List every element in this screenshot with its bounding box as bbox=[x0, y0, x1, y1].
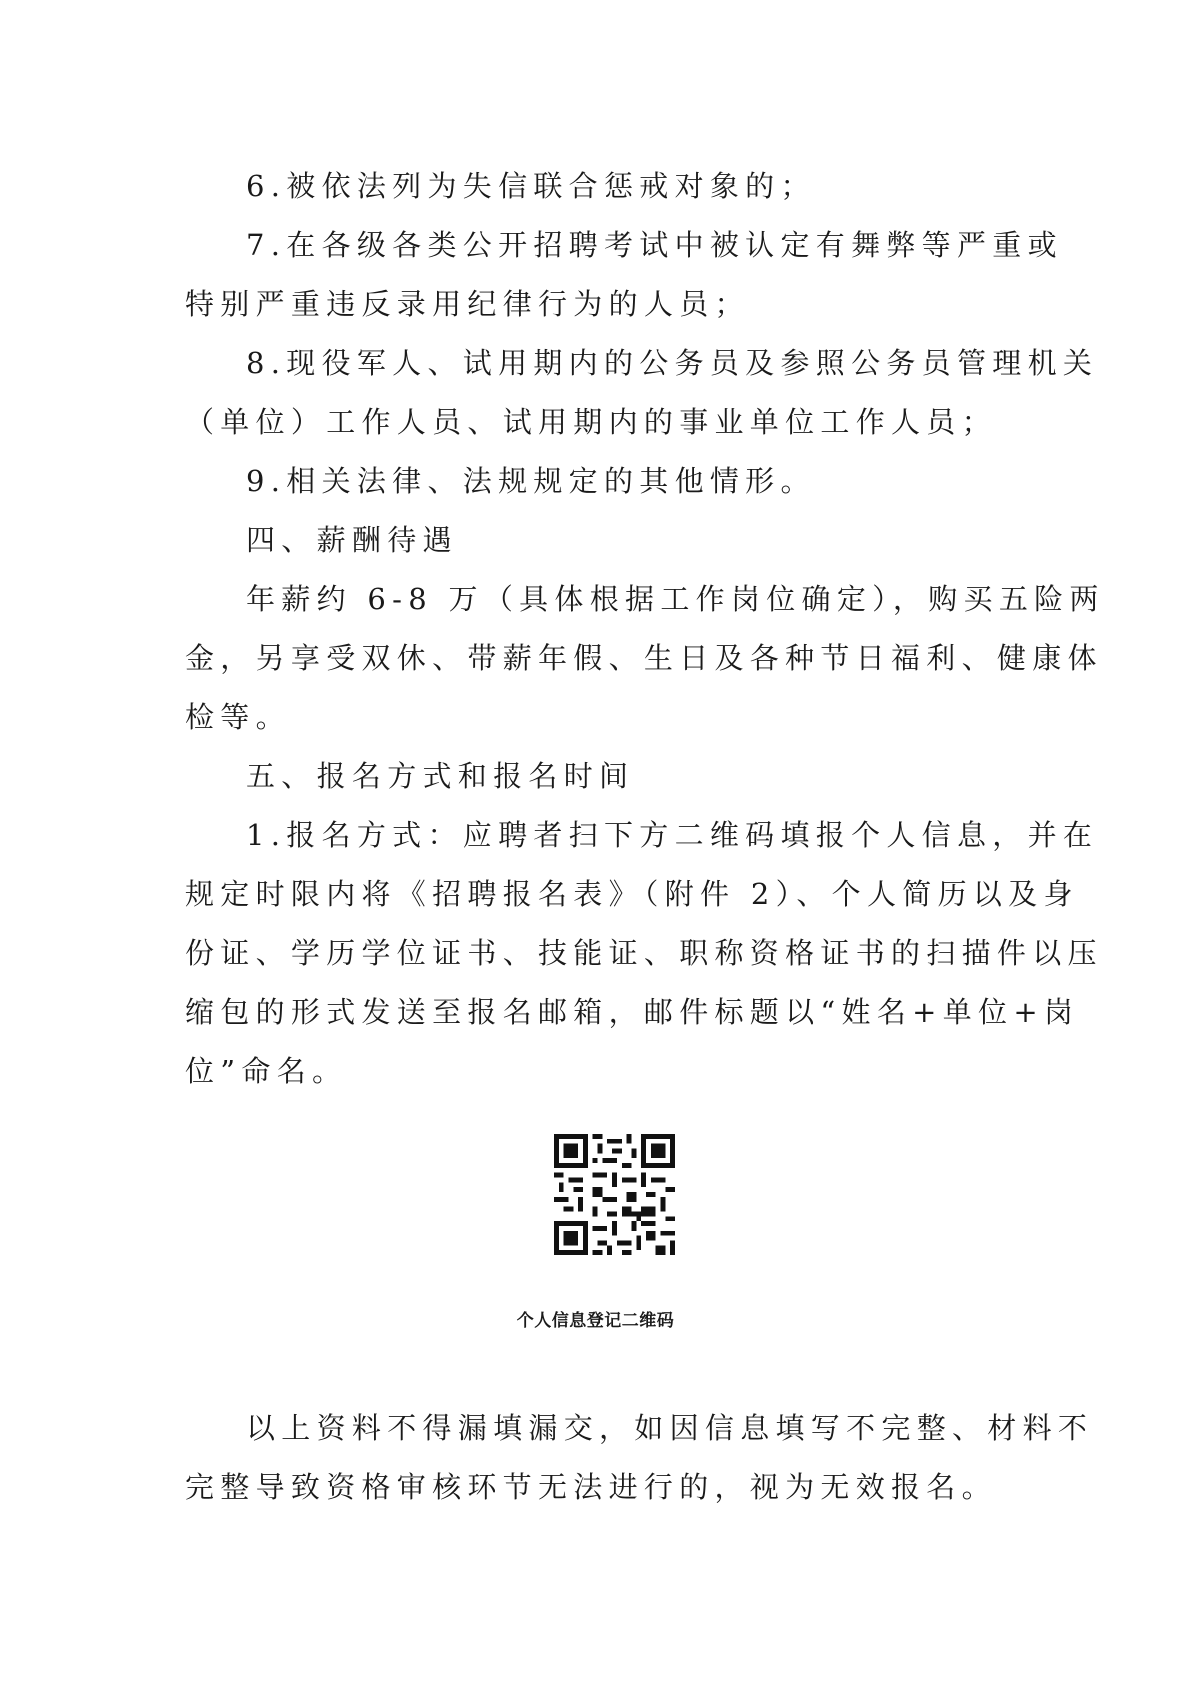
qr-code[interactable] bbox=[554, 1134, 675, 1255]
paragraph-line: （单位）工作人员、试用期内的事业单位工作人员； bbox=[185, 405, 997, 439]
section-heading-registration: 五、报名方式和报名时间 bbox=[246, 759, 635, 793]
paragraph-line: 9.相关法律、法规规定的其他情形。 bbox=[246, 464, 816, 498]
paragraph-line: 规定时限内将《招聘报名表》（附件 2）、个人简历以及身 bbox=[185, 877, 1079, 911]
paragraph-line: 年薪约 6-8 万（具体根据工作岗位确定），购买五险两 bbox=[246, 582, 1105, 616]
paragraph-line: 8.现役军人、试用期内的公务员及参照公务员管理机关 bbox=[246, 346, 1099, 380]
paragraph-line: 7.在各级各类公开招聘考试中被认定有舞弊等严重或 bbox=[246, 228, 1063, 262]
paragraph-line: 特别严重违反录用纪律行为的人员； bbox=[185, 287, 750, 321]
qr-code-icon bbox=[554, 1134, 675, 1255]
paragraph-line: 以上资料不得漏填漏交，如因信息填写不完整、材料不 bbox=[246, 1411, 1094, 1445]
paragraph-line: 金，另享受双休、带薪年假、生日及各种节日福利、健康体 bbox=[185, 641, 1103, 675]
paragraph-line: 完整导致资格审核环节无法进行的，视为无效报名。 bbox=[185, 1470, 997, 1504]
paragraph-line: 1.报名方式：应聘者扫下方二维码填报个人信息，并在 bbox=[246, 818, 1099, 852]
qr-caption: 个人信息登记二维码 bbox=[516, 1311, 675, 1331]
paragraph-line: 份证、学历学位证书、技能证、职称资格证书的扫描件以压 bbox=[185, 936, 1103, 970]
paragraph-line: 缩包的形式发送至报名邮箱，邮件标题以“姓名+单位+岗 bbox=[185, 995, 1080, 1029]
paragraph-line: 检等。 bbox=[185, 700, 291, 734]
paragraph-line: 6.被依法列为失信联合惩戒对象的； bbox=[246, 169, 816, 203]
paragraph-line: 位”命名。 bbox=[185, 1054, 348, 1088]
section-heading-salary: 四、薪酬待遇 bbox=[246, 523, 458, 557]
